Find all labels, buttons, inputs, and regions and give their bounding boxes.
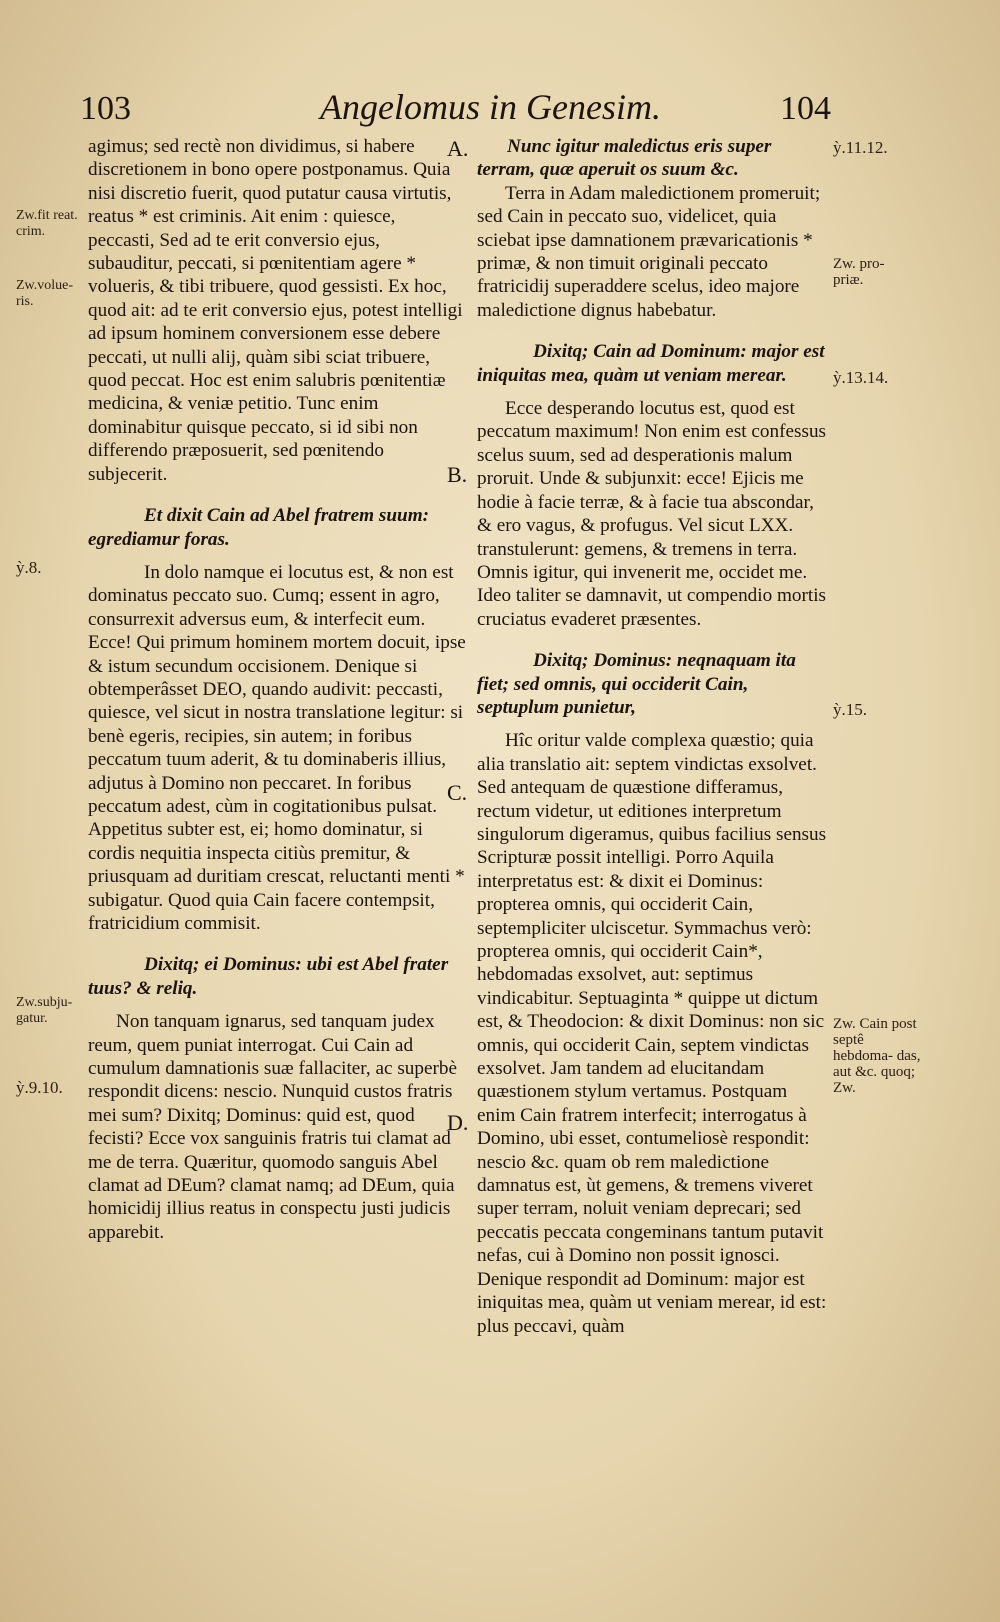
margin-note: Zw.fit reat. crim. — [16, 208, 78, 239]
margin-note: Zw. pro- priæ. — [833, 256, 885, 288]
paragraph: Ecce desperando locutus est, quod est peccatum maximum! Non enim est confessus scelus suum, sed ad desperationis malum proruit. Unde & subjunxit: ecce! Ejicis me hodie à facie terræ, & à facie tua abscondar, & ero vagus, & profugus. Vel sicut LXX. transtulerunt: gemens, & tremens in terra. Omnis igitur, qui invenerit me, occidet me. Ideo taliter se damnavit, ut compendio mortis cruciatus evaderet præsentes. — [477, 398, 827, 630]
verse-heading: Dixitq; Dominus: neqnaquam ita fiet; sed omnis, qui occiderit Cain, septuplum punietur, — [477, 650, 796, 718]
right-column — [477, 135, 829, 1338]
section-letter-a: A. — [447, 136, 469, 161]
verse-number: ỳ.9.10. — [16, 1078, 63, 1097]
verse-number: ỳ.15. — [833, 700, 867, 719]
verse-heading: Nunc igitur maledictus eris super terram, quæ aperuit os suum &c. — [477, 136, 772, 181]
verse-number: ỳ.11.12. — [833, 138, 888, 157]
verse-number: ỳ.13.14. — [833, 368, 889, 387]
page-number-right: 104 — [780, 90, 831, 127]
running-head — [80, 87, 840, 140]
running-title: Angelomus in Genesim. — [320, 87, 661, 127]
margin-note: Zw.subju- gatur. — [16, 995, 73, 1026]
section-letter-d: D. — [447, 1110, 469, 1135]
section-letter-c: C. — [447, 780, 468, 805]
paragraph: Non tanquam ignarus, sed tanquam judex reum, quem puniat interrogat. Cui Cain ad cumulum damnationis suæ fallaciter, ac superbè respondit dicens: nescio. Nunquid custos fratris mei sum? Dixitq; Dominus: quid est, quod fecisti? Ecce vox sanguinis fratris tui clamat ad me de terra. Quæritur, quomodo sanguis Abel clamat ad DEum? clamat namq; ad DEum, quia homicidij illius reatus in conspectu justi judicis apparebit. — [88, 1011, 458, 1243]
section-letter-b: B. — [447, 462, 468, 487]
verse-heading: Dixitq; Cain ad Dominum: major est iniquitas mea, quàm ut veniam merear. — [477, 341, 825, 386]
verse-heading: Et dixit Cain ad Abel fratrem suum: egrediamur foras. — [88, 505, 430, 550]
paragraph: Terra in Adam maledictionem promeruit; sed Cain in peccato suo, videlicet, quia sciebat ipse damnationem prævaricationis * primæ, & non timuit originali peccato fratricidij superaddere scelus, ideo majore maledictione dignus habebatur. — [477, 182, 821, 321]
left-column — [88, 135, 469, 1244]
paragraph: In dolo namque ei locutus est, & non est dominatus peccato suo. Cumq; essent in agro, consurrexit adversus eum, & interfecit eum. Ecce! Qui primum hominem mortem docuit, ipse & istum secundum occisionem. Denique si obtemperâsset DEO, quando audivit: peccasti, quiesce, vel sicut in nostra translatione legitur: si benè egeris, recipies, sin autem; in foribus peccatum tuum aderit, & tu dominaberis illius, adjutus à Domino non peccaret. In foribus peccatum adest, cùm in cogitationibus pulsat. Appetitus subter est, ei; homo dominatur, si cordis nequitia inspecta citiùs premitur, & priusquam ad duritiam crescat, reluctanti menti * subigatur. Quod quia Cain facere contempsit, fratricidium commisit. — [88, 561, 466, 934]
page-number-left: 103 — [80, 90, 131, 127]
margin-note: Zw. Cain post septê hebdoma- das, aut &c. quoq; Zw. — [833, 1016, 921, 1096]
margin-note: Zw.volue- ris. — [16, 278, 74, 309]
paragraph: agimus; sed rectè non dividimus, si habere discretionem in bono opere postponamus. Quia nisi discretio fuerit, quod putatur causa virtutis, reatus * est criminis. Ait enim : quiesce, peccasti, Sed ad te erit conversio ejus, subauditur, peccati, si pœnitentiam agere * volueris, & tibi tribuere, quod gessisti. Ex hoc, quod ait: ad te erit conversio ejus, potest intelligi ad ipsum hominem conversionem esse debere peccati, ut nulli alij, quàm sibi sciat tribuere, quod peccat. Hoc est enim salubris pœnitentiæ medicina, & veniæ petitio. Tunc enim dominabitur quisque peccato, si id sibi non differendo præposuerit, sed pœnitendo subjecerit. — [88, 136, 463, 485]
paragraph: Hîc oritur valde complexa quæstio; quia alia translatio ait: septem vindictas exsolvet. Sed antequam de quæstione differamus, rectum videtur, ut editiones interpretum singulorum digeramus, quibus facilius sensus Scripturæ possit intelligi. Porro Aquila interpretatus est: & dixit ei Dominus: propterea omnis, qui occiderit Cain, septempliciter ulciscetur. Symmachus verò: propterea omnis, qui occiderit Cain*, hebdomadas exsolvet, aut: septimus vindicabitur. Septuaginta * quippe ut dictum est, & Theodocion: & dixit Dominus: non sic omnis, qui occiderit Cain, septem vindictas exsolvet. Jam tandem ad elucitandam quæstionem stylum vertamus. Postquam enim Cain fratrem interfecit; interrogatus à Domino, ubi esset, contumeliosè respondit: nescio &c. quam ob rem maledictione damnatus est, ùt gemens, & tremens viveret super terram, noluit veniam deprecari; sed peccatis peccata congeminans tantum putavit nefas, cui à Domino non possit ignosci. Denique respondit ad Dominum: major est iniquitas mea, quàm ut veniam merear, id est: plus peccavi, quàm — [477, 730, 827, 1337]
verse-heading: Dixitq; ei Dominus: ubi est Abel frater tuus? & reliq. — [88, 954, 449, 999]
verse-number: ỳ.8. — [16, 558, 42, 577]
